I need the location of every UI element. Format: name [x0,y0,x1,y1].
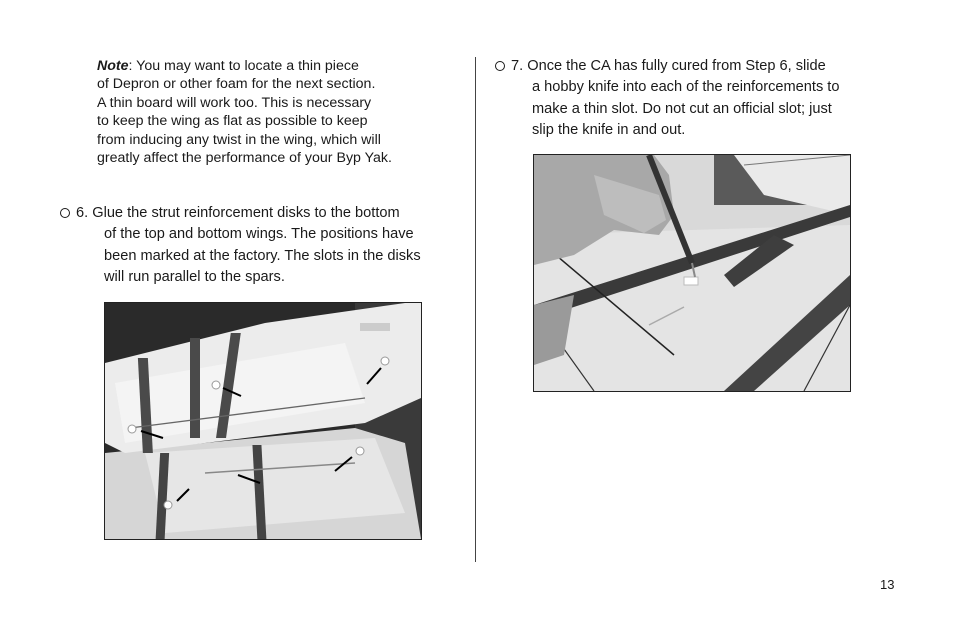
column-divider [475,57,476,562]
step-6-line: of the top and bottom wings. The positions have [104,226,414,243]
step-6 [60,203,421,289]
step-7-line: a hobby knife into each of the reinforcements to [532,79,840,96]
note-line: : You may want to locate a thin piece [128,58,359,74]
note-line: to keep the wing as flat as possible to keep [97,113,368,130]
note-label: Note [97,58,129,74]
note-line: greatly affect the performance of your Byp Yak. [97,150,392,167]
step-7-line: make a thin slot. Do not cut an official slot; just [532,100,832,117]
wing-reinforcement-photo [104,302,422,540]
note-line: from inducing any twist in the wing, which will [97,131,381,148]
note-line: A thin board will work too. This is necessary [97,94,372,111]
step-6-line: will run parallel to the spars. [104,269,285,286]
note-paragraph [97,57,437,167]
hobby-knife-photo [533,154,851,392]
note-line: of Depron or other foam for the next section. [97,76,376,93]
step-6-line: been marked at the factory. The slots in the disks [104,247,421,264]
checkbox-circle-icon[interactable] [60,208,70,218]
step-7 [495,56,839,142]
step-7-line: slip the knife in and out. [532,122,686,139]
page-number: 13 [880,577,895,592]
step-6-line: 6. Glue the strut reinforcement disks to the bottom [76,205,400,221]
step-7-line: 7. Once the CA has fully cured from Step 6, slide [511,58,826,74]
checkbox-circle-icon[interactable] [495,61,505,71]
